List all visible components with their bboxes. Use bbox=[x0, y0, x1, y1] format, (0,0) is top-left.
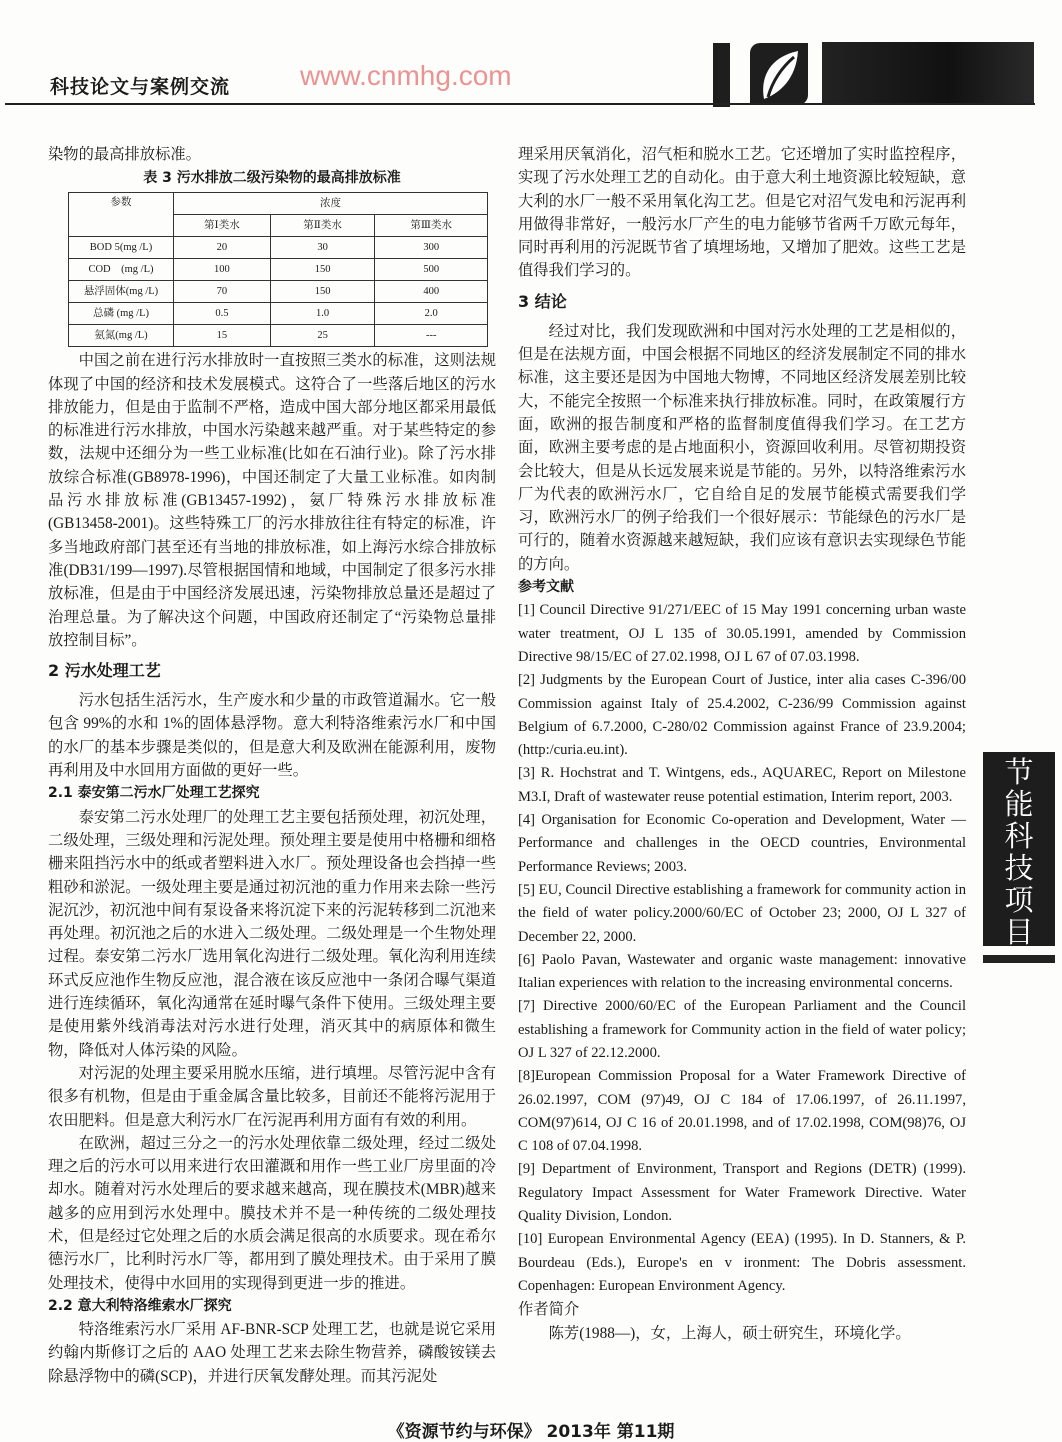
table-header-class: 第Ⅲ类水 bbox=[375, 215, 488, 237]
table-cell: 1.0 bbox=[270, 303, 375, 325]
table-cell: 25 bbox=[270, 325, 375, 347]
table-cell: --- bbox=[375, 325, 488, 347]
reference-item: [6] Paolo Pavan, Wastewater and organic waste management: innovative Italian experiences with relation to the increasing environmental concerns. bbox=[518, 951, 966, 992]
section-title: 科技论文与案例交流 bbox=[50, 76, 231, 98]
header-rule bbox=[5, 103, 1035, 105]
journal-footer: 《资源节约与环保》 2013年 第11期 bbox=[387, 1422, 675, 1442]
reference-item: [5] EU, Council Directive establishing a framework for community action in the field of water policy.2000/60/EC of October 23; 2000, OJ L 327 of December 22, 2000. bbox=[518, 881, 966, 945]
author-bio: 陈芳(1988—)，女，上海人，硕士研究生，环境化学。 bbox=[548, 1324, 911, 1342]
header-dark-block bbox=[822, 42, 1034, 105]
side-tab-label: 节能科技项目 bbox=[1004, 755, 1034, 949]
reference-item: [2] Judgments by the European Court of Justice, inter alia cases C-396/00 Commission against Italy of 25.4.2002, C-236/99 Commission against Belgium of 6.7.2000, C-280/02 Commission against France of 23.9.2004; (http:/curia.eu.int). bbox=[518, 672, 966, 759]
paragraph: 对污泥的处理主要采用脱水压缩，进行填埋。尽管污泥中含有很多有机物，但是由于重金属含量比较多，目前还不能将污泥用于农田肥料。但是意大利污水厂在污泥再利用方面有有效的利用。 bbox=[48, 1064, 496, 1129]
table-header-class: 第Ⅱ类水 bbox=[270, 215, 375, 237]
subsection-heading: 2.2 意大利特洛维索水厂探究 bbox=[48, 1297, 232, 1314]
subsection-heading: 2.1 泰安第二污水厂处理工艺探究 bbox=[48, 785, 260, 802]
watermark: www.cnmhg.com bbox=[300, 60, 512, 91]
paragraph: 特洛维索污水厂采用 AF-BNR-SCP 处理工艺，也就是说它采用约翰内斯修订之后的 AAO 处理工艺来去除生物营养，磷酸铵镁去除悬浮物中的磷(SCP)，并进行厌氧发酵处理。而其污泥处 bbox=[48, 1321, 496, 1385]
reference-item: [3] R. Hochstrat and T. Wintgens, eds., AQUAREC, Report on Milestone M3.I, Draft of wastewater reuse potential estimation, Interim report, 2003. bbox=[518, 765, 966, 805]
reference-item: [7] Directive 2000/60/EC of the European Parliament and the Council establishing a framework for Community action in the field of water policy; OJ L 327 of 22.12.2000. bbox=[518, 998, 966, 1061]
table-row bbox=[69, 303, 488, 325]
table-cell: 0.5 bbox=[174, 303, 271, 325]
table-cell: COD (mg /L) bbox=[69, 259, 174, 281]
header-bar bbox=[713, 43, 730, 107]
leaf-logo-icon bbox=[750, 43, 808, 105]
table-header-class: 第Ⅰ类水 bbox=[174, 215, 271, 237]
side-tab-bar bbox=[983, 955, 1055, 963]
emission-standard-table bbox=[68, 192, 488, 347]
table-cell: 150 bbox=[270, 259, 375, 281]
table-row bbox=[69, 325, 488, 347]
reference-item: [10] European Environmental Agency (EEA) (1995). In D. Stanners, & P. Bourdeau (Eds.), Europe's en v ironment: The Dobris assessment. Copenhagen: European Environment Agency. bbox=[518, 1231, 966, 1294]
side-tab bbox=[983, 752, 1055, 949]
paragraph: 泰安第二污水处理厂的处理工艺主要包括预处理，初沉处理，二级处理，三级处理和污泥处理。预处理主要是使用中格栅和细格栅来阻挡污水中的纸或者塑料进入水厂。预处理设备也会挡掉一些粗砂和淤泥。一级处理主要是通过初沉池的重力作用来去除一些污泥沉沙，初沉池中间有泵设备来将沉淀下来的污泥转移到二沉池来再处理。初沉池之后的水进入二级处理。二级处理是一个生物处理过程。泰安第二污水厂选用氧化沟进行二级处理。氧化沟利用连续环式反应池作生物反应池，混合液在该反应池中一条闭合曝气渠道进行连续循环，氧化沟通常在延时曝气条件下使用。三级处理主要是使用紫外线消毒法对污水进行处理，消灭其中的病原体和微生物，降低对人体污染的风险。 bbox=[48, 808, 496, 1059]
author-heading: 作者简介 bbox=[518, 1301, 580, 1319]
table-header-param: 参数 bbox=[69, 193, 174, 237]
paragraph: 经过对比，我们发现欧洲和中国对污水处理的工艺是相似的，但是在法规方面，中国会根据不同地区的经济发展制定不同的排水标准，这主要还是因为中国地大物博，不同地区经济发展差别比较大，不能完全按照一个标准来执行排放标准。同时，在政策履行方面，欧洲的报告制度和严格的监督制度值得我们学习。在工艺方面，欧洲主要考虑的是占地面积小，资源回收利用。尽管初期投资会比较大，但是从长远发展来说是节能的。另外，以特洛维索污水厂为代表的欧洲污水厂，它自给自足的发展节能模式需要我们学习，欧洲污水厂的例子给我们一个很好展示：节能绿色的污水厂是可行的，随着水资源越来越短缺，我们应该有意识去实现绿色节能的方向。 bbox=[518, 322, 966, 573]
reference-item: [9] Department of Environment, Transport and Regions (DETR) (1999). Regulatory Impact Assessment for Water Framework Directive. Water Quality Division, London. bbox=[518, 1161, 966, 1225]
table-cell: 70 bbox=[174, 281, 271, 303]
table-cell: 氨氮(mg /L) bbox=[69, 325, 174, 347]
left-column bbox=[48, 143, 496, 1388]
table-cell: 300 bbox=[375, 237, 488, 259]
table-cell: 100 bbox=[174, 259, 271, 281]
reference-item: [1] Council Directive 91/271/EEC of 15 May 1991 concerning urban waste water treatment, OJ L 135 of 30.05.1991, amended by Commission Directive 98/15/EC of 27.02.1998, OJ L 67 of 07.03.1998. bbox=[518, 602, 966, 665]
table-caption: 表 3 污水排放二级污染物的最高排放标准 bbox=[143, 170, 401, 187]
section-heading: 3 结论 bbox=[518, 291, 567, 311]
table-cell: 15 bbox=[174, 325, 271, 347]
paragraph: 污水包括生活污水，生产废水和少量的市政管道漏水。它一般包含 99%的水和 1%的固体悬浮物。意大利特洛维索污水厂和中国的水厂的基本步骤是类似的，但是意大利及欧洲在能源利用，废物再利用及中水回用方面做的更好一些。 bbox=[48, 692, 496, 780]
table-cell: 400 bbox=[375, 281, 488, 303]
table-header-concentration: 浓度 bbox=[174, 193, 488, 215]
table-cell: 30 bbox=[270, 237, 375, 259]
table-cell: 20 bbox=[174, 237, 271, 259]
paragraph: 在欧洲，超过三分之一的污水处理依靠二级处理，经过二级处理之后的污水可以用来进行农田灌溉和用作一些工业厂房里面的冷却水。随着对污水处理后的要求越来越高，现在膜技术(MBR)越来越多的应用到污水处理中。膜技术并不是一种传统的二级处理技术，但是经过它处理之后的水质会满足很高的水质要求。现在希尔德污水厂，比利时污水厂等，都用到了膜处理技术。由于采用了膜处理技术，使得中水回用的实现得到更进一步的推进。 bbox=[48, 1134, 496, 1292]
table-cell: 2.0 bbox=[375, 303, 488, 325]
table-cell: 悬浮固体(mg /L) bbox=[69, 281, 174, 303]
right-column bbox=[518, 143, 966, 1345]
reference-item: [8]European Commission Proposal for a Water Framework Directive of 26.02.1997, COM (97)49, OJ C 184 of 17.06.1997, of 26.11.1997, COM(97)614, OJ C 16 of 20.01.1998, and of 17.02.1998, COM(98)76, OJ C 108 of 07.04.1998. bbox=[518, 1068, 966, 1155]
table-row bbox=[69, 281, 488, 303]
reference-item: [4] Organisation for Economic Co-operation and Development, Water — Performance and challenges in the OECD countries, Environmental Performance Reviews; 2003. bbox=[518, 812, 966, 875]
table-cell: BOD 5(mg /L) bbox=[69, 237, 174, 259]
table-row bbox=[69, 237, 488, 259]
references-heading: 参考文献 bbox=[518, 579, 574, 596]
paragraph: 中国之前在进行污水排放时一直按照三类水的标准，这则法规体现了中国的经济和技术发展模式。这符合了一些落后地区的污水排放能力，但是由于监制不严格，造成中国大部分地区都采用最低的标准进行污水排放，中国水污染越来越严重。对于某些特定的参数，法规中还细分为一些工业标准(比如在石油行业)。除了污水排放综合标准(GB8978-1996)，中国还制定了大量工业标准。如肉制品污水排放标准(GB13457-1992)，氨厂特殊污水排放标准(GB13458-2001)。这些特殊工厂的污水排放往往有特定的标准，许多当地政府部门甚至还有当地的排放标准，如上海污水综合排放标准(DB31/199—1997).尽管根据国情和地域，中国制定了很多污水排放标准，但是由于中国经济发展迅速，污染物排放总量还是超过了治理总量。为了解决这个问题，中国政府还制定了“污染物总量排放控制目标”。 bbox=[48, 352, 496, 649]
paragraph: 理采用厌氧消化，沼气柜和脱水工艺。它还增加了实时监控程序，实现了污水处理工艺的自动化。由于意大利土地资源比较短缺，意大利的水厂一般不采用氧化沟工艺。但是它对沼气发电和污泥再利用做得非常好，一般污水厂产生的电力能够节省两千万欧元每年，同时再利用的污泥既节省了填埋场地，又增加了肥效。这些工艺是值得我们学习的。 bbox=[518, 146, 966, 280]
paragraph: 染物的最高排放标准。 bbox=[48, 146, 201, 163]
table-row bbox=[69, 259, 488, 281]
table-cell: 500 bbox=[375, 259, 488, 281]
table-cell: 150 bbox=[270, 281, 375, 303]
section-heading: 2 污水处理工艺 bbox=[48, 661, 161, 681]
table-cell: 总磷 (mg /L) bbox=[69, 303, 174, 325]
